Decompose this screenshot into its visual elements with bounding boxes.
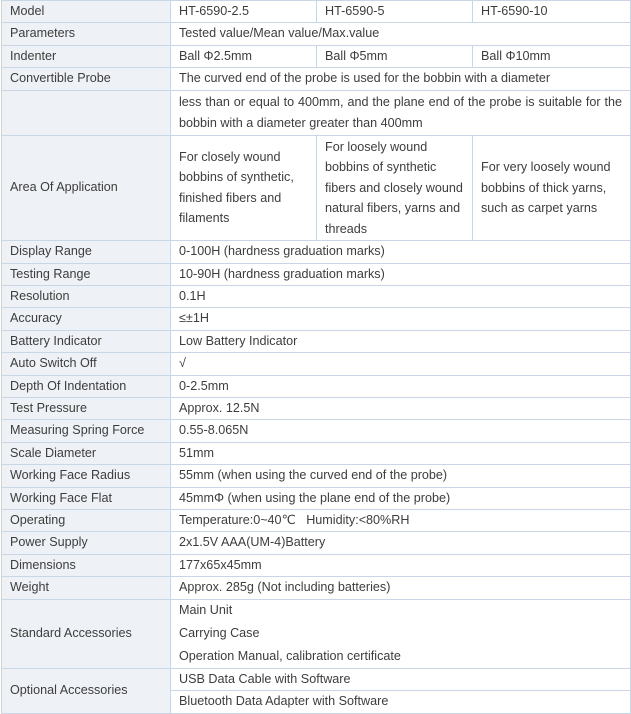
row-label: Parameters: [2, 23, 171, 45]
cell-value: 0-100H (hardness graduation marks): [171, 241, 631, 263]
cell-value: For closely wound bobbins of synthetic, finished fibers and filaments: [171, 135, 317, 241]
row-label: Testing Range: [2, 263, 171, 285]
spec-table: [1, 0, 631, 714]
cell-value: HT-6590-10: [473, 1, 631, 23]
cell-value: 0.55-8.065N: [171, 420, 631, 442]
table-row: [2, 68, 631, 90]
table-row: [2, 241, 631, 263]
cell-value: 177x65x45mm: [171, 554, 631, 576]
table-row: [2, 263, 631, 285]
list-item: Carrying Case: [171, 622, 631, 645]
table-row: [2, 135, 631, 241]
cell-value: 2x1.5V AAA(UM-4)Battery: [171, 532, 631, 554]
row-label: Accuracy: [2, 308, 171, 330]
row-label: Convertible Probe: [2, 68, 171, 90]
table-row: [2, 308, 631, 330]
list-item: Main Unit: [171, 599, 631, 622]
row-label: Working Face Radius: [2, 465, 171, 487]
row-label: Scale Diameter: [2, 442, 171, 464]
row-label: Auto Switch Off: [2, 353, 171, 375]
table-row: [2, 510, 631, 532]
row-label: Indenter: [2, 45, 171, 67]
list-item: Operation Manual, calibration certificate: [171, 645, 631, 668]
cell-value: Ball Φ2.5mm: [171, 45, 317, 67]
row-label: Test Pressure: [2, 397, 171, 419]
cell-value: Ball Φ5mm: [317, 45, 473, 67]
table-row: [2, 599, 631, 622]
table-row: [2, 554, 631, 576]
cell-value: 45mmΦ (when using the plane end of the probe): [171, 487, 631, 509]
cell-value: 55mm (when using the curved end of the probe): [171, 465, 631, 487]
table-row: [2, 420, 631, 442]
cell-value: Temperature:0~40℃ Humidity:<80%RH: [171, 510, 631, 532]
cell-value: For very loosely wound bobbins of thick yarns, such as carpet yarns: [473, 135, 631, 241]
cell-value: The curved end of the probe is used for the bobbin with a diameter: [171, 68, 631, 90]
cell-value: For loosely wound bobbins of synthetic fibers and closely wound natural fibers, yarns and threads: [317, 135, 473, 241]
table-row: [2, 1, 631, 23]
table-row: [2, 330, 631, 352]
table-row: [2, 45, 631, 67]
row-label: Weight: [2, 577, 171, 599]
table-row: [2, 668, 631, 691]
row-label: Dimensions: [2, 554, 171, 576]
table-row: [2, 397, 631, 419]
cell-value: Low Battery Indicator: [171, 330, 631, 352]
list-item: USB Data Cable with Software: [171, 668, 631, 691]
row-label: Model: [2, 1, 171, 23]
cell-value: Tested value/Mean value/Max.value: [171, 23, 631, 45]
row-label: Power Supply: [2, 532, 171, 554]
table-row: [2, 487, 631, 509]
cell-value: 51mm: [171, 442, 631, 464]
row-label: Resolution: [2, 285, 171, 307]
cell-value: ≤±1H: [171, 308, 631, 330]
cell-value: 0-2.5mm: [171, 375, 631, 397]
row-label: Depth Of Indentation: [2, 375, 171, 397]
table-row: [2, 353, 631, 375]
cell-value: HT-6590-2.5: [171, 1, 317, 23]
row-label-empty: [2, 90, 171, 135]
table-row: [2, 532, 631, 554]
row-label: Battery Indicator: [2, 330, 171, 352]
cell-value: Ball Φ10mm: [473, 45, 631, 67]
list-item: Bluetooth Data Adapter with Software: [171, 691, 631, 714]
row-label: Operating: [2, 510, 171, 532]
cell-value: less than or equal to 400mm, and the plane end of the probe is suitable for the bobbin with a diameter greater than 400mm: [171, 90, 631, 135]
cell-value: √: [171, 353, 631, 375]
table-row: [2, 375, 631, 397]
table-row: [2, 90, 631, 135]
cell-value: HT-6590-5: [317, 1, 473, 23]
cell-value: Approx. 285g (Not including batteries): [171, 577, 631, 599]
row-label: Display Range: [2, 241, 171, 263]
table-row: [2, 442, 631, 464]
table-row: [2, 465, 631, 487]
row-label: Area Of Application: [2, 135, 171, 241]
row-label: Measuring Spring Force: [2, 420, 171, 442]
cell-value: 10-90H (hardness graduation marks): [171, 263, 631, 285]
cell-value: Approx. 12.5N: [171, 397, 631, 419]
table-row: [2, 577, 631, 599]
table-row: [2, 23, 631, 45]
table-row: [2, 285, 631, 307]
row-label: Working Face Flat: [2, 487, 171, 509]
cell-value: 0.1H: [171, 285, 631, 307]
row-label: Optional Accessories: [2, 668, 171, 713]
row-label: Standard Accessories: [2, 599, 171, 668]
